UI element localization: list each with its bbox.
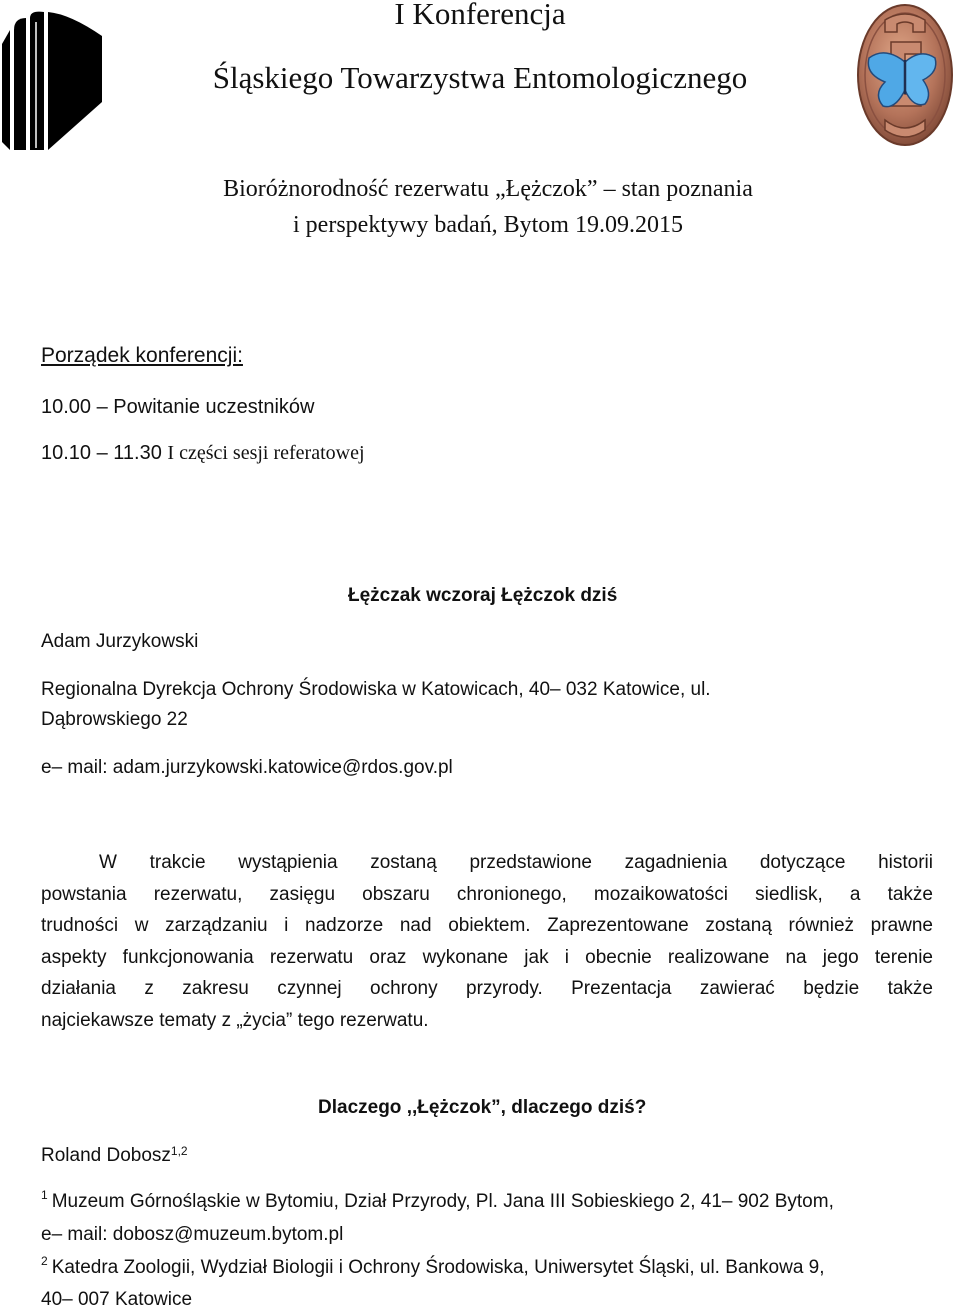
abstract-line: najciekawsze tematy z „życia” tego rezerwatu. bbox=[41, 1009, 429, 1031]
footnote-1-mark: 1 bbox=[41, 1188, 48, 1202]
footnote-2-mark: 2 bbox=[41, 1254, 48, 1268]
abstract-line: trudności w zarządzaniu i nadzorze nad obiektem. Zaprezentowane zostaną również prawne bbox=[41, 915, 933, 936]
abstract-line: powstania rezerwatu, zasięgu obszaru chronionego, mozaikowatości siedlisk, a także bbox=[41, 883, 933, 905]
abstract-line: aspekty funkcjonowania rezerwatu oraz wykonane jak i obecnie realizowane na jego terenie bbox=[41, 946, 933, 968]
agenda-item-session bbox=[41, 442, 365, 465]
talk2-author-superscript: 1,2 bbox=[170, 1144, 188, 1158]
conference-title-line2: Śląskiego Towarzystwa Entomologicznego bbox=[212, 60, 748, 95]
abstract-line: działania z zakresu czynnej ochrony przyrody. Prezentacja zawierać będzie także bbox=[41, 978, 933, 999]
agenda-item-time: 10.10 – 11.30 bbox=[41, 442, 162, 464]
talk1-abstract bbox=[41, 847, 933, 1036]
agenda-item-text: I części sesji referatowej bbox=[167, 442, 365, 464]
talk2-author-name: Roland Dobosz bbox=[41, 1145, 171, 1166]
agenda-item-time: 10.00 – Powitanie uczestników bbox=[41, 396, 315, 418]
talk1-affiliation-line2: Dąbrowskiego 22 bbox=[41, 709, 188, 730]
talk2-author bbox=[41, 1145, 188, 1167]
footnote-1-email: e– mail: dobosz@muzeum.bytom.pl bbox=[41, 1224, 344, 1245]
footnote-2-text: Katedra Zoologii, Wydział Biologii i Ochrony Środowiska, Uniwersytet Śląski, ul. Bankowa 9, bbox=[51, 1257, 825, 1278]
footnote-1-text: Muzeum Górnośląskie w Bytomiu, Dział Przyrody, Pl. Jana III Sobieskiego 2, 41– 902 Bytom, bbox=[51, 1191, 834, 1212]
agenda-item-welcome bbox=[41, 396, 315, 419]
conference-subtitle-line2: i perspektywy badań, Bytom 19.09.2015 bbox=[293, 212, 683, 238]
talk1-affiliation-line1: Regionalna Dyrekcja Ochrony Środowiska w Katowicach, 40– 032 Katowice, ul. bbox=[41, 679, 711, 700]
talk1-author: Adam Jurzykowski bbox=[41, 631, 199, 652]
abstract-line: W trakcie wystąpienia zostaną przedstawione zagadnienia dotyczące historii bbox=[99, 852, 933, 873]
conference-subtitle-line1: Bioróżnorodność rezerwatu „Łężczok” – stan poznania bbox=[223, 176, 753, 202]
footnote-2 bbox=[41, 1254, 825, 1279]
talk1-title: Łężczak wczoraj Łężczok dziś bbox=[348, 585, 618, 606]
talk2-title: Dlaczego ,,Łężczok”, dlaczego dziś? bbox=[318, 1097, 647, 1118]
conference-title-line1: I Konferencja bbox=[394, 0, 566, 31]
footnote-1 bbox=[41, 1188, 834, 1213]
footnote-2-address: 40– 007 Katowice bbox=[41, 1289, 193, 1310]
agenda-heading: Porządek konferencji: bbox=[41, 344, 243, 367]
talk1-email: e– mail: adam.jurzykowski.katowice@rdos.gov.pl bbox=[41, 757, 453, 778]
